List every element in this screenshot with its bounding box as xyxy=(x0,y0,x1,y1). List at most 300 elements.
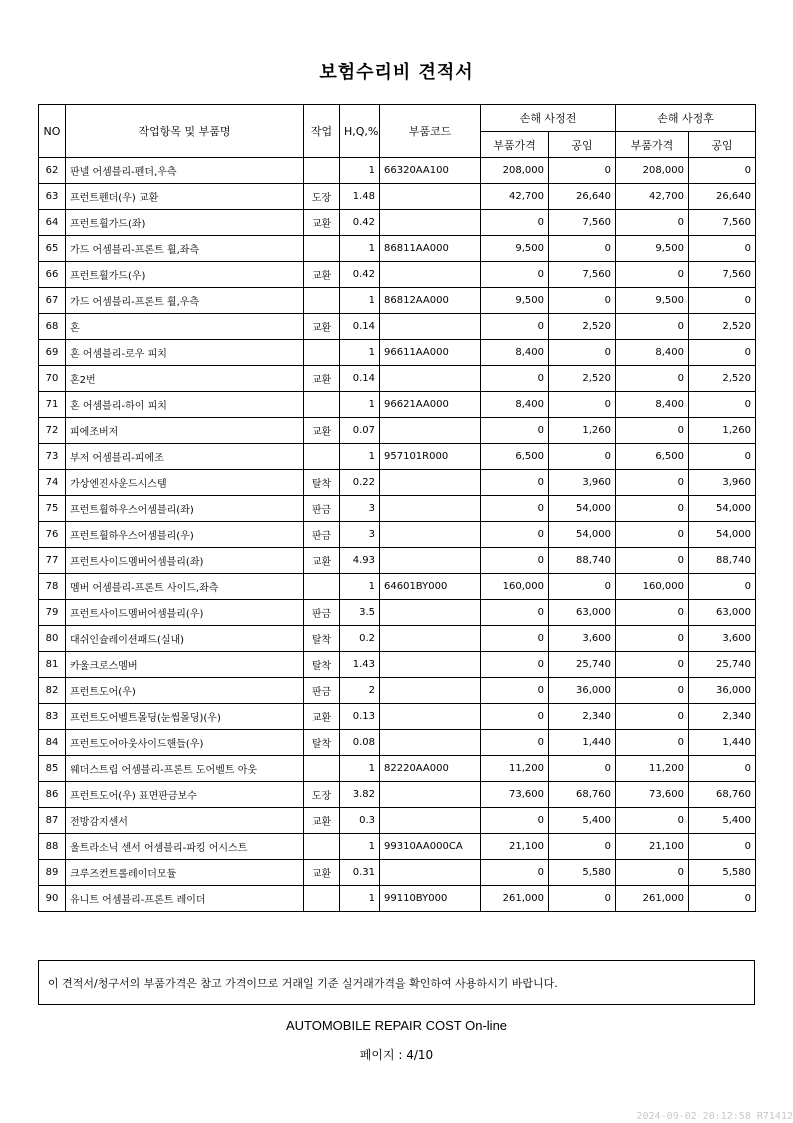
cell-before-labor: 68,760 xyxy=(549,782,616,808)
cell-after-part-price: 0 xyxy=(616,860,689,886)
cell-hq: 1 xyxy=(340,236,380,262)
cell-item-name: 프런트휠가드(우) xyxy=(66,262,304,288)
header-work: 작업 xyxy=(304,105,340,158)
cell-before-labor: 0 xyxy=(549,756,616,782)
cell-no: 83 xyxy=(39,704,66,730)
cell-after-labor: 88,740 xyxy=(689,548,756,574)
cell-work xyxy=(304,340,340,366)
cell-before-labor: 36,000 xyxy=(549,678,616,704)
cell-part-code xyxy=(380,730,481,756)
cell-work xyxy=(304,236,340,262)
cell-hq: 1 xyxy=(340,574,380,600)
cell-item-name: 혼2번 xyxy=(66,366,304,392)
cell-before-labor: 7,560 xyxy=(549,262,616,288)
estimate-table xyxy=(38,104,756,912)
cell-no: 73 xyxy=(39,444,66,470)
cell-work: 탈착 xyxy=(304,470,340,496)
cell-after-labor: 0 xyxy=(689,340,756,366)
table-row xyxy=(39,574,756,600)
cell-after-labor: 26,640 xyxy=(689,184,756,210)
cell-item-name: 대쉬인슐레이션패드(실내) xyxy=(66,626,304,652)
cell-after-part-price: 0 xyxy=(616,808,689,834)
cell-after-labor: 2,520 xyxy=(689,314,756,340)
cell-before-part-price: 0 xyxy=(481,496,549,522)
cell-hq: 1 xyxy=(340,886,380,912)
table-row xyxy=(39,340,756,366)
table-row xyxy=(39,704,756,730)
cell-after-part-price: 6,500 xyxy=(616,444,689,470)
cell-part-code xyxy=(380,860,481,886)
cell-no: 86 xyxy=(39,782,66,808)
cell-item-name: 부저 어셈블리-피에조 xyxy=(66,444,304,470)
cell-no: 90 xyxy=(39,886,66,912)
cell-work xyxy=(304,392,340,418)
cell-after-labor: 1,440 xyxy=(689,730,756,756)
cell-item-name: 웨더스트립 어셈블리-프론트 도어벨트 아웃 xyxy=(66,756,304,782)
cell-item-name: 프런트도어(우) 표면판금보수 xyxy=(66,782,304,808)
cell-before-part-price: 8,400 xyxy=(481,340,549,366)
cell-part-code xyxy=(380,314,481,340)
cell-before-part-price: 261,000 xyxy=(481,886,549,912)
cell-part-code xyxy=(380,600,481,626)
cell-hq: 0.3 xyxy=(340,808,380,834)
cell-after-part-price: 0 xyxy=(616,626,689,652)
cell-before-labor: 54,000 xyxy=(549,496,616,522)
cell-after-labor: 0 xyxy=(689,886,756,912)
cell-before-labor: 88,740 xyxy=(549,548,616,574)
cell-after-part-price: 0 xyxy=(616,496,689,522)
cell-after-part-price: 0 xyxy=(616,730,689,756)
cell-after-part-price: 8,400 xyxy=(616,392,689,418)
cell-after-labor: 3,600 xyxy=(689,626,756,652)
cell-no: 88 xyxy=(39,834,66,860)
cell-after-part-price: 8,400 xyxy=(616,340,689,366)
cell-no: 81 xyxy=(39,652,66,678)
cell-before-part-price: 0 xyxy=(481,548,549,574)
cell-work: 판금 xyxy=(304,522,340,548)
cell-part-code: 957101R000 xyxy=(380,444,481,470)
cell-no: 69 xyxy=(39,340,66,366)
cell-no: 84 xyxy=(39,730,66,756)
table-row xyxy=(39,470,756,496)
table-row xyxy=(39,184,756,210)
cell-after-part-price: 0 xyxy=(616,704,689,730)
cell-before-part-price: 0 xyxy=(481,704,549,730)
cell-no: 87 xyxy=(39,808,66,834)
cell-item-name: 가상엔진사운드시스템 xyxy=(66,470,304,496)
cell-before-labor: 54,000 xyxy=(549,522,616,548)
cell-after-part-price: 0 xyxy=(616,366,689,392)
cell-before-part-price: 9,500 xyxy=(481,288,549,314)
cell-after-part-price: 42,700 xyxy=(616,184,689,210)
cell-before-labor: 2,520 xyxy=(549,314,616,340)
table-row xyxy=(39,756,756,782)
cell-hq: 1 xyxy=(340,288,380,314)
cell-hq: 0.07 xyxy=(340,418,380,444)
cell-work: 교환 xyxy=(304,548,340,574)
cell-item-name: 프런트휠하우스어셈블리(우) xyxy=(66,522,304,548)
cell-item-name: 크루즈컨트롤레이더모듈 xyxy=(66,860,304,886)
cell-part-code: 82220AA000 xyxy=(380,756,481,782)
cell-after-labor: 63,000 xyxy=(689,600,756,626)
cell-after-labor: 7,560 xyxy=(689,262,756,288)
cell-item-name: 피에조버저 xyxy=(66,418,304,444)
cell-before-labor: 0 xyxy=(549,236,616,262)
cell-item-name: 프런트사이드멤버어셈블리(우) xyxy=(66,600,304,626)
cell-hq: 1 xyxy=(340,756,380,782)
cell-part-code xyxy=(380,704,481,730)
cell-after-labor: 0 xyxy=(689,392,756,418)
cell-hq: 0.31 xyxy=(340,860,380,886)
cell-no: 82 xyxy=(39,678,66,704)
cell-part-code: 99310AA000CA xyxy=(380,834,481,860)
cell-after-part-price: 160,000 xyxy=(616,574,689,600)
cell-after-part-price: 0 xyxy=(616,210,689,236)
cell-before-labor: 1,260 xyxy=(549,418,616,444)
cell-before-part-price: 0 xyxy=(481,418,549,444)
table-row xyxy=(39,886,756,912)
cell-item-name: 혼 xyxy=(66,314,304,340)
cell-item-name: 프런트펜더(우) 교환 xyxy=(66,184,304,210)
cell-after-labor: 0 xyxy=(689,834,756,860)
table-row xyxy=(39,626,756,652)
cell-item-name: 프런트도어아웃사이드핸들(우) xyxy=(66,730,304,756)
cell-work: 도장 xyxy=(304,782,340,808)
cell-before-labor: 2,520 xyxy=(549,366,616,392)
cell-before-labor: 3,960 xyxy=(549,470,616,496)
cell-after-part-price: 0 xyxy=(616,600,689,626)
cell-part-code xyxy=(380,626,481,652)
cell-item-name: 가드 어셈블리-프론트 휠,우측 xyxy=(66,288,304,314)
cell-before-labor: 0 xyxy=(549,886,616,912)
cell-after-part-price: 208,000 xyxy=(616,158,689,184)
cell-before-part-price: 0 xyxy=(481,730,549,756)
cell-part-code xyxy=(380,782,481,808)
cell-work: 교환 xyxy=(304,860,340,886)
cell-work: 판금 xyxy=(304,678,340,704)
cell-hq: 0.13 xyxy=(340,704,380,730)
cell-part-code xyxy=(380,652,481,678)
cell-before-labor: 0 xyxy=(549,340,616,366)
cell-before-part-price: 8,400 xyxy=(481,392,549,418)
cell-work: 탈착 xyxy=(304,626,340,652)
cell-before-part-price: 11,200 xyxy=(481,756,549,782)
cell-work xyxy=(304,288,340,314)
cell-item-name: 프런트사이드멤버어셈블리(좌) xyxy=(66,548,304,574)
cell-work: 교환 xyxy=(304,366,340,392)
cell-before-labor: 26,640 xyxy=(549,184,616,210)
cell-no: 66 xyxy=(39,262,66,288)
cell-before-part-price: 0 xyxy=(481,262,549,288)
cell-item-name: 판넬 어셈블리-펜더,우측 xyxy=(66,158,304,184)
cell-work: 판금 xyxy=(304,600,340,626)
cell-part-code: 86812AA000 xyxy=(380,288,481,314)
cell-after-part-price: 0 xyxy=(616,470,689,496)
cell-before-labor: 0 xyxy=(549,288,616,314)
table-row xyxy=(39,522,756,548)
cell-before-part-price: 160,000 xyxy=(481,574,549,600)
cell-after-part-price: 11,200 xyxy=(616,756,689,782)
cell-before-labor: 0 xyxy=(549,444,616,470)
cell-item-name: 울트라소닉 센서 어셈블리-파킹 어시스트 xyxy=(66,834,304,860)
cell-part-code xyxy=(380,496,481,522)
cell-item-name: 프런트휠하우스어셈블리(좌) xyxy=(66,496,304,522)
cell-item-name: 프런트도어(우) xyxy=(66,678,304,704)
cell-no: 85 xyxy=(39,756,66,782)
cell-hq: 1.48 xyxy=(340,184,380,210)
header-before: 손해 사정전 xyxy=(481,105,616,132)
table-row xyxy=(39,600,756,626)
table-row xyxy=(39,496,756,522)
table-row xyxy=(39,392,756,418)
cell-before-part-price: 9,500 xyxy=(481,236,549,262)
table-row xyxy=(39,314,756,340)
cell-hq: 1 xyxy=(340,834,380,860)
cell-after-labor: 7,560 xyxy=(689,210,756,236)
footer-title: AUTOMOBILE REPAIR COST On-line xyxy=(285,1018,508,1033)
cell-before-labor: 0 xyxy=(549,574,616,600)
cell-item-name: 프런트휠가드(좌) xyxy=(66,210,304,236)
cell-hq: 3.5 xyxy=(340,600,380,626)
cell-before-part-price: 0 xyxy=(481,808,549,834)
cell-part-code: 96621AA000 xyxy=(380,392,481,418)
cell-no: 72 xyxy=(39,418,66,444)
table-row xyxy=(39,834,756,860)
cell-before-part-price: 0 xyxy=(481,860,549,886)
cell-no: 78 xyxy=(39,574,66,600)
cell-part-code xyxy=(380,262,481,288)
cell-hq: 0.42 xyxy=(340,262,380,288)
header-no: NO xyxy=(39,105,66,158)
cell-before-part-price: 6,500 xyxy=(481,444,549,470)
cell-hq: 1 xyxy=(340,444,380,470)
cell-before-labor: 5,580 xyxy=(549,860,616,886)
cell-after-labor: 25,740 xyxy=(689,652,756,678)
cell-after-part-price: 9,500 xyxy=(616,236,689,262)
cell-before-part-price: 21,100 xyxy=(481,834,549,860)
cell-after-part-price: 0 xyxy=(616,548,689,574)
cell-hq: 0.22 xyxy=(340,470,380,496)
header-code: 부품코드 xyxy=(380,105,481,158)
cell-after-labor: 5,580 xyxy=(689,860,756,886)
cell-no: 79 xyxy=(39,600,66,626)
cell-before-part-price: 0 xyxy=(481,678,549,704)
table-row xyxy=(39,444,756,470)
cell-after-labor: 0 xyxy=(689,574,756,600)
cell-hq: 1 xyxy=(340,392,380,418)
cell-before-labor: 1,440 xyxy=(549,730,616,756)
cell-after-part-price: 0 xyxy=(616,262,689,288)
table-row xyxy=(39,652,756,678)
cell-before-labor: 2,340 xyxy=(549,704,616,730)
cell-before-labor: 0 xyxy=(549,834,616,860)
cell-after-labor: 0 xyxy=(689,288,756,314)
cell-before-part-price: 208,000 xyxy=(481,158,549,184)
header-after-part-price: 부품가격 xyxy=(616,132,689,158)
cell-after-labor: 0 xyxy=(689,236,756,262)
cell-no: 70 xyxy=(39,366,66,392)
table-row xyxy=(39,782,756,808)
cell-work: 교환 xyxy=(304,704,340,730)
cell-work xyxy=(304,756,340,782)
cell-after-labor: 2,340 xyxy=(689,704,756,730)
cell-no: 63 xyxy=(39,184,66,210)
cell-item-name: 혼 어셈블리-하이 피치 xyxy=(66,392,304,418)
cell-item-name: 가드 어셈블리-프론트 휠,좌측 xyxy=(66,236,304,262)
cell-after-labor: 68,760 xyxy=(689,782,756,808)
header-before-part-price: 부품가격 xyxy=(481,132,549,158)
header-item: 작업항목 및 부품명 xyxy=(66,105,304,158)
cell-before-part-price: 42,700 xyxy=(481,184,549,210)
cell-after-part-price: 0 xyxy=(616,652,689,678)
table-row xyxy=(39,236,756,262)
cell-work xyxy=(304,834,340,860)
cell-part-code xyxy=(380,184,481,210)
cell-item-name: 멤버 어셈블리-프론트 사이드,좌측 xyxy=(66,574,304,600)
cell-work: 교환 xyxy=(304,262,340,288)
cell-before-labor: 0 xyxy=(549,392,616,418)
table-row xyxy=(39,548,756,574)
cell-part-code: 64601BY000 xyxy=(380,574,481,600)
cell-hq: 2 xyxy=(340,678,380,704)
cell-hq: 0.14 xyxy=(340,366,380,392)
cell-item-name: 프런트도어벨트몰딩(눈썹몰딩)(우) xyxy=(66,704,304,730)
cell-before-part-price: 0 xyxy=(481,470,549,496)
cell-hq: 1 xyxy=(340,158,380,184)
cell-work xyxy=(304,444,340,470)
cell-hq: 3.82 xyxy=(340,782,380,808)
cell-no: 77 xyxy=(39,548,66,574)
cell-before-part-price: 0 xyxy=(481,522,549,548)
cell-work: 도장 xyxy=(304,184,340,210)
table-row xyxy=(39,158,756,184)
page-number: 페이지 : 4/10 xyxy=(359,1048,434,1062)
cell-after-labor: 54,000 xyxy=(689,522,756,548)
cell-work: 탈착 xyxy=(304,652,340,678)
cell-hq: 0.08 xyxy=(340,730,380,756)
cell-before-labor: 63,000 xyxy=(549,600,616,626)
document-title: 보험수리비 견적서 xyxy=(319,62,474,83)
cell-part-code xyxy=(380,678,481,704)
cell-work: 판금 xyxy=(304,496,340,522)
cell-part-code: 66320AA100 xyxy=(380,158,481,184)
cell-before-part-price: 0 xyxy=(481,210,549,236)
estimate-rows xyxy=(39,158,756,912)
cell-part-code xyxy=(380,418,481,444)
cell-item-name: 유니트 어셈블리-프론트 레이더 xyxy=(66,886,304,912)
cell-after-labor: 1,260 xyxy=(689,418,756,444)
cell-after-part-price: 261,000 xyxy=(616,886,689,912)
cell-after-labor: 0 xyxy=(689,444,756,470)
table-row xyxy=(39,262,756,288)
cell-part-code xyxy=(380,366,481,392)
table-row xyxy=(39,730,756,756)
table-row xyxy=(39,418,756,444)
header-after: 손해 사정후 xyxy=(616,105,756,132)
cell-before-labor: 0 xyxy=(549,158,616,184)
table-row xyxy=(39,808,756,834)
cell-no: 74 xyxy=(39,470,66,496)
cell-work: 교환 xyxy=(304,418,340,444)
cell-no: 68 xyxy=(39,314,66,340)
cell-after-part-price: 0 xyxy=(616,314,689,340)
cell-work xyxy=(304,886,340,912)
cell-part-code xyxy=(380,470,481,496)
cell-work xyxy=(304,158,340,184)
cell-after-labor: 5,400 xyxy=(689,808,756,834)
cell-hq: 0.42 xyxy=(340,210,380,236)
table-row xyxy=(39,860,756,886)
cell-hq: 0.2 xyxy=(340,626,380,652)
cell-before-labor: 5,400 xyxy=(549,808,616,834)
cell-no: 67 xyxy=(39,288,66,314)
cell-hq: 3 xyxy=(340,522,380,548)
cell-after-labor: 3,960 xyxy=(689,470,756,496)
cell-after-labor: 0 xyxy=(689,158,756,184)
cell-item-name: 카울크로스멤버 xyxy=(66,652,304,678)
cell-part-code: 99110BY000 xyxy=(380,886,481,912)
cell-before-part-price: 0 xyxy=(481,652,549,678)
cell-part-code: 96611AA000 xyxy=(380,340,481,366)
cell-no: 76 xyxy=(39,522,66,548)
cell-after-labor: 36,000 xyxy=(689,678,756,704)
cell-hq: 3 xyxy=(340,496,380,522)
cell-before-part-price: 0 xyxy=(481,600,549,626)
cell-item-name: 혼 어셈블리-로우 피치 xyxy=(66,340,304,366)
cell-part-code xyxy=(380,808,481,834)
cell-before-labor: 25,740 xyxy=(549,652,616,678)
cell-work: 교환 xyxy=(304,314,340,340)
cell-hq: 4.93 xyxy=(340,548,380,574)
cell-after-labor: 0 xyxy=(689,756,756,782)
cell-no: 75 xyxy=(39,496,66,522)
cell-part-code xyxy=(380,548,481,574)
table-row xyxy=(39,678,756,704)
cell-work: 교환 xyxy=(304,210,340,236)
cell-after-labor: 2,520 xyxy=(689,366,756,392)
cell-hq: 0.14 xyxy=(340,314,380,340)
cell-part-code xyxy=(380,522,481,548)
cell-no: 64 xyxy=(39,210,66,236)
cell-before-labor: 3,600 xyxy=(549,626,616,652)
cell-after-part-price: 73,600 xyxy=(616,782,689,808)
cell-no: 80 xyxy=(39,626,66,652)
cell-after-part-price: 9,500 xyxy=(616,288,689,314)
cell-before-part-price: 0 xyxy=(481,626,549,652)
cell-before-part-price: 73,600 xyxy=(481,782,549,808)
cell-part-code xyxy=(380,210,481,236)
table-row xyxy=(39,288,756,314)
table-row xyxy=(39,366,756,392)
cell-part-code: 86811AA000 xyxy=(380,236,481,262)
cell-after-labor: 54,000 xyxy=(689,496,756,522)
cell-hq: 1.43 xyxy=(340,652,380,678)
timestamp-stamp: 2024-09-02 20:12:58 R71412 xyxy=(636,1111,793,1122)
cell-work: 탈착 xyxy=(304,730,340,756)
cell-no: 65 xyxy=(39,236,66,262)
cell-after-part-price: 0 xyxy=(616,678,689,704)
cell-after-part-price: 0 xyxy=(616,522,689,548)
cell-work: 교환 xyxy=(304,808,340,834)
table-row xyxy=(39,210,756,236)
header-before-labor: 공임 xyxy=(549,132,616,158)
cell-before-labor: 7,560 xyxy=(549,210,616,236)
cell-no: 71 xyxy=(39,392,66,418)
header-hq: H,Q,% xyxy=(340,105,380,158)
cell-before-part-price: 0 xyxy=(481,314,549,340)
header-after-labor: 공임 xyxy=(689,132,756,158)
cell-hq: 1 xyxy=(340,340,380,366)
